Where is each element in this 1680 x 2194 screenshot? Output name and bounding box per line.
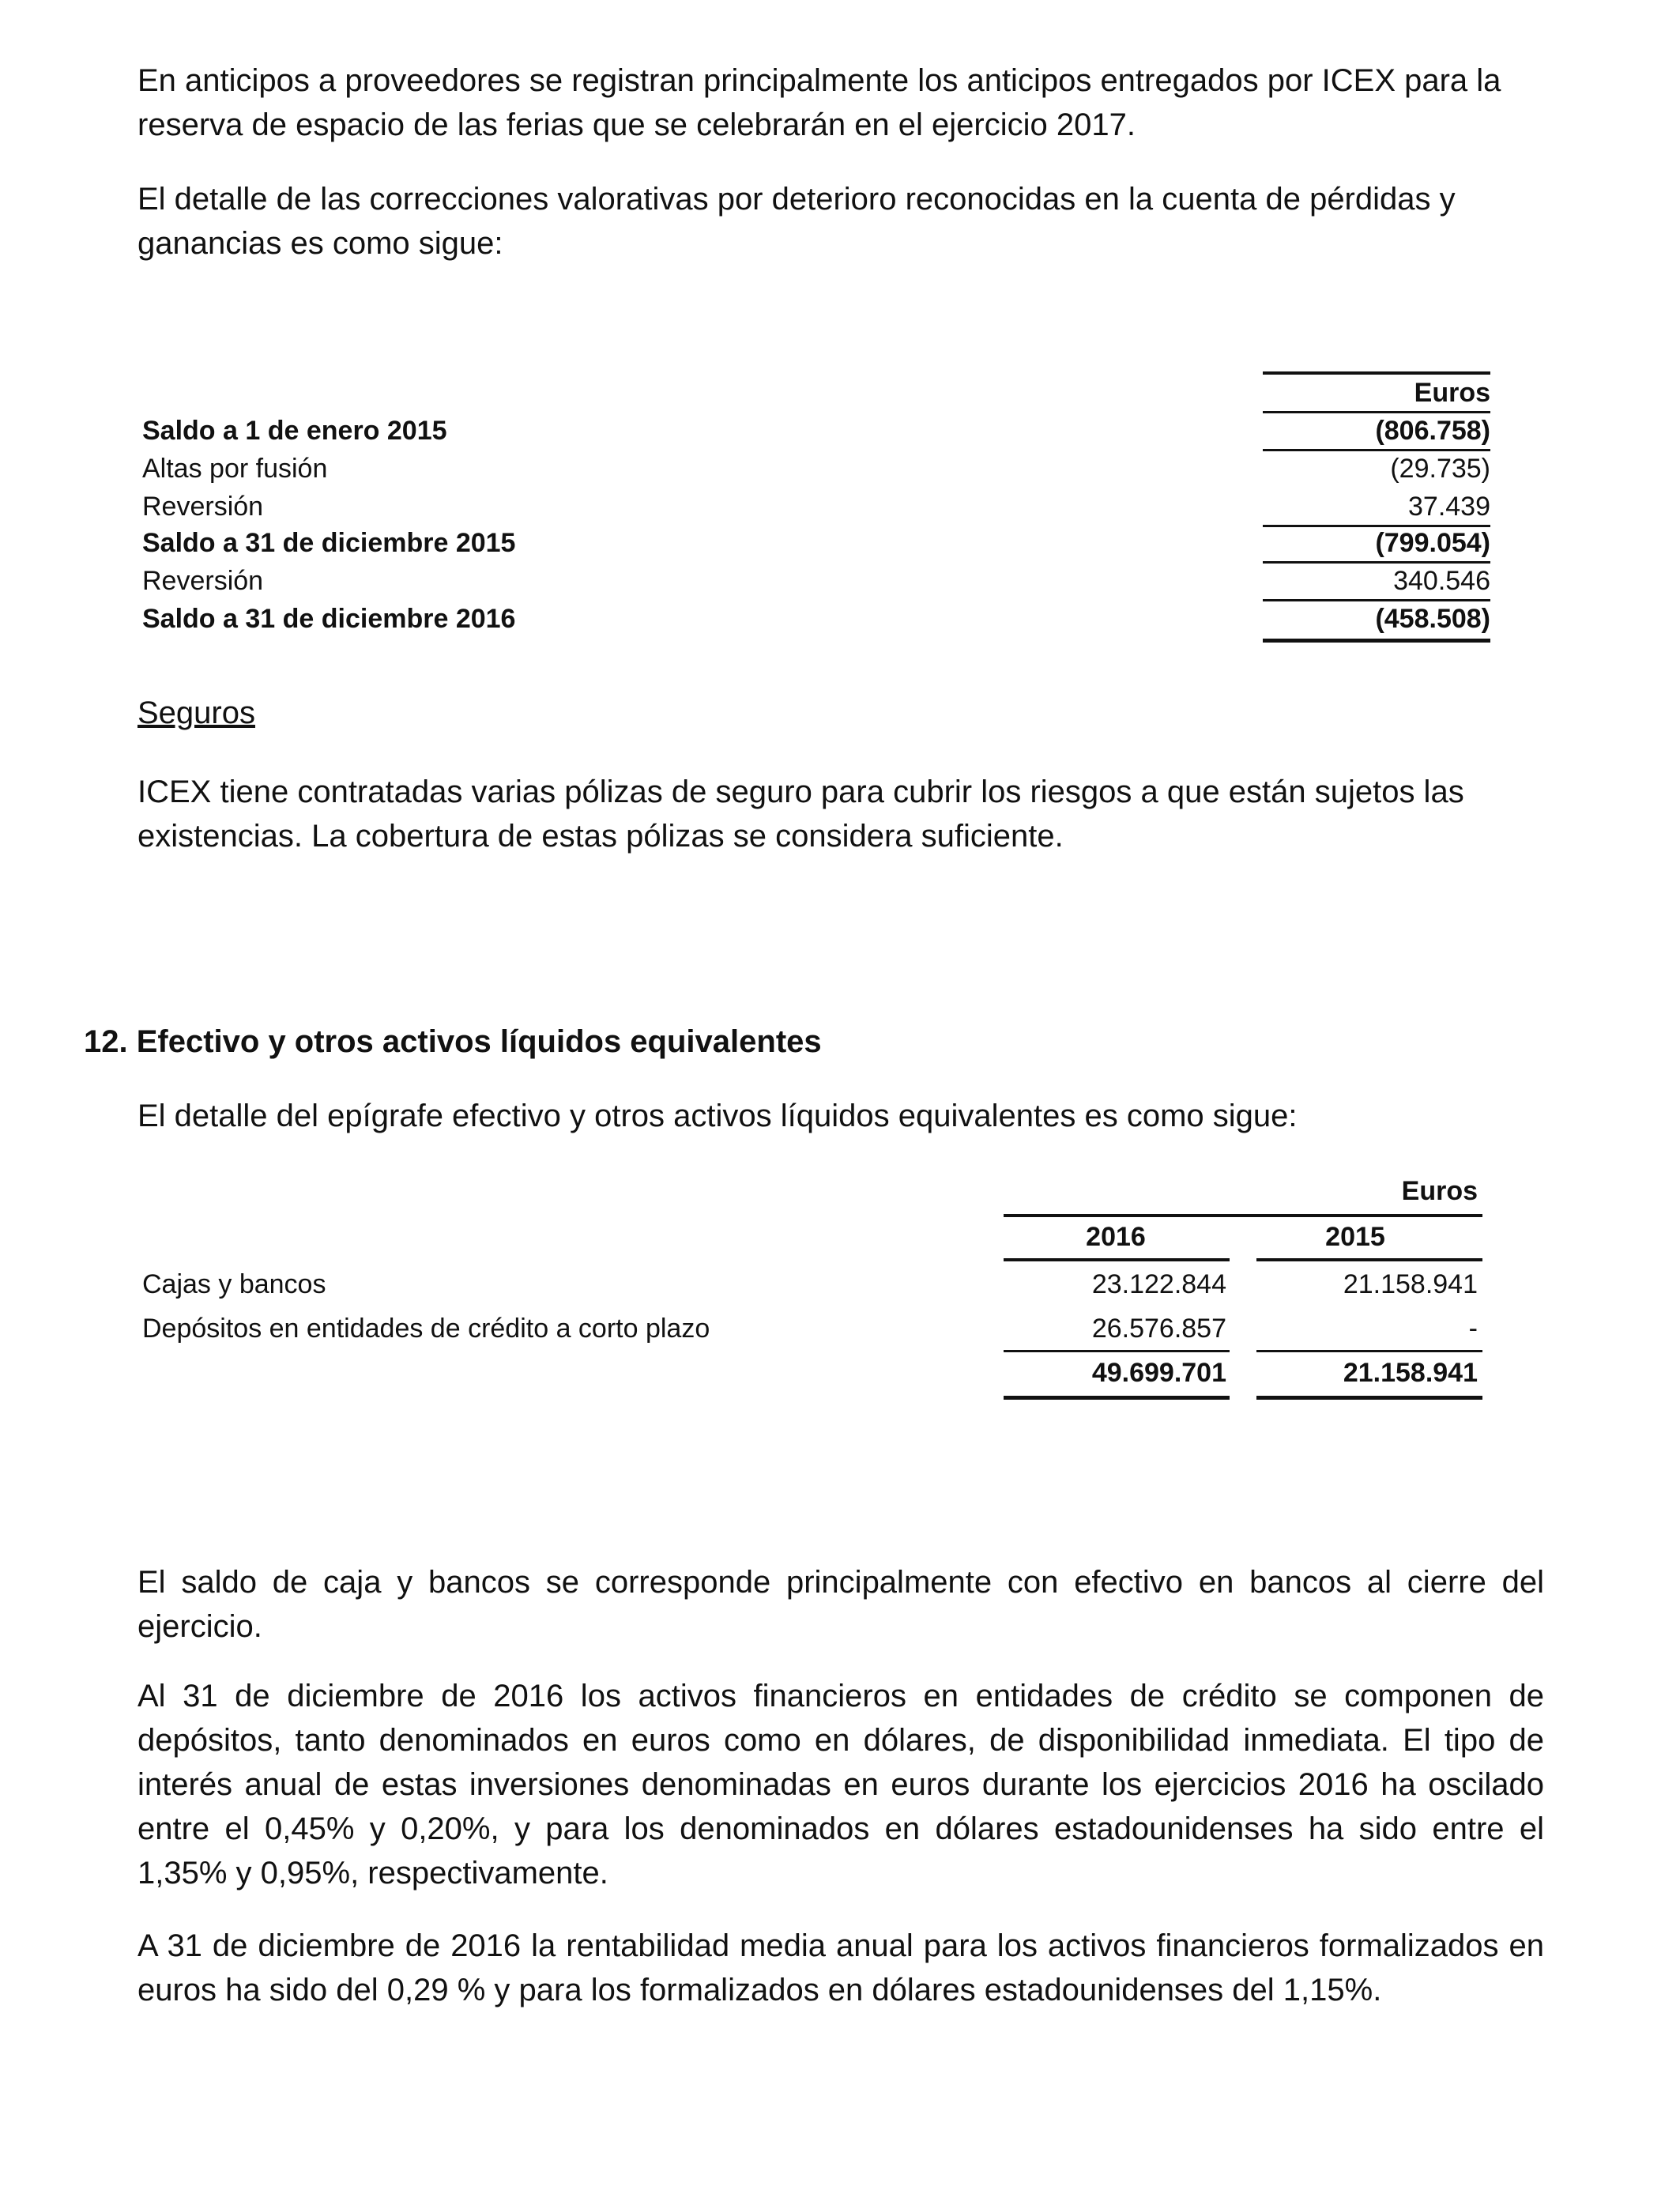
total-2015: 21.158.941 [1343, 1358, 1478, 1388]
value-2015: 21.158.941 [1343, 1269, 1478, 1299]
table-rule [1004, 1258, 1230, 1261]
total-2016: 49.699.701 [1091, 1358, 1226, 1388]
row-label: Saldo a 31 de diciembre 2016 [142, 604, 516, 634]
value-2016: 23.122.844 [1091, 1269, 1226, 1299]
row-value: (458.508) [1375, 604, 1490, 634]
paragraph-insurance: ICEX tiene contratadas varias pólizas de seguro para cubrir los riesgos a que están sujetos las existencias. La cobertura de estas pólizas se considera suficiente. [137, 775, 1464, 854]
table-row [142, 413, 1490, 449]
table-header-row [142, 375, 1490, 411]
row-value: 340.546 [1393, 566, 1490, 596]
row-value: (806.758) [1375, 416, 1490, 446]
row-label: Depósitos en entidades de crédito a corto plazo [142, 1314, 710, 1344]
row-label: Reversión [142, 492, 264, 522]
table-rule [1004, 1214, 1482, 1217]
table-rule [1263, 639, 1490, 643]
table-row [142, 601, 1490, 637]
table-rule [1256, 1258, 1482, 1261]
table-row [142, 525, 1490, 561]
paragraph-advances: En anticipos a proveedores se registran principalmente los anticipos entregados por ICEX para la reserva de espacio de las ferias que se celebrarán en el ejercicio 2017. [137, 63, 1501, 142]
row-label: Saldo a 1 de enero 2015 [142, 416, 447, 446]
table-row [142, 488, 1490, 525]
column-header-2015: 2015 [1325, 1222, 1385, 1252]
row-label: Saldo a 31 de diciembre 2015 [142, 528, 516, 558]
currency-header: Euros [1401, 1176, 1478, 1206]
table-row [142, 563, 1490, 599]
section-heading: 12. Efectivo y otros activos líquidos equivalentes [84, 1024, 822, 1059]
row-label: Reversión [142, 566, 264, 596]
row-value: 37.439 [1408, 492, 1490, 522]
row-value: (29.735) [1390, 454, 1490, 484]
row-label: Cajas y bancos [142, 1269, 326, 1299]
paragraph-financial-assets: Al 31 de diciembre de 2016 los activos financieros en entidades de crédito se componen de depósitos, tanto denominados en euros como en dólares, de disponibilidad inmediata. El tipo de interés anual de estas inversiones denominadas en euros durante los ejercicios 2016 ha oscilado entre el 0,45% y 0,20%, y para los denominados en dólares estadounidenses ha sido entre el 1,35% y 0,95%, respectivamente. [137, 1679, 1544, 1891]
value-2015: - [1468, 1314, 1478, 1344]
section-subtitle-insurance: Seguros [137, 696, 255, 730]
table-rule [1004, 1396, 1230, 1400]
table-rule [1256, 1396, 1482, 1400]
currency-header: Euros [1414, 378, 1490, 408]
table-rule [1004, 1350, 1230, 1352]
table-row [142, 450, 1490, 487]
row-label: Altas por fusión [142, 454, 328, 484]
paragraph-cash-balance: El saldo de caja y bancos se corresponde principalmente con efectivo en bancos al cierre del ejercicio. [137, 1565, 1544, 1644]
paragraph-impairment-intro: El detalle de las correcciones valorativas por deterioro reconocidas en la cuenta de pérdidas y ganancias es como sigue: [137, 182, 1456, 261]
value-2016: 26.576.857 [1091, 1314, 1226, 1344]
row-value: (799.054) [1375, 528, 1490, 558]
paragraph-cash-intro: El detalle del epígrafe efectivo y otros activos líquidos equivalentes es como sigue: [137, 1099, 1298, 1133]
table-rule [1256, 1350, 1482, 1352]
paragraph-average-yield: A 31 de diciembre de 2016 la rentabilidad media anual para los activos financieros formalizados en euros ha sido del 0,29 % y para los formalizados en dólares estadounidenses del 1,15%. [137, 1928, 1544, 2007]
column-header-2016: 2016 [1086, 1222, 1146, 1252]
